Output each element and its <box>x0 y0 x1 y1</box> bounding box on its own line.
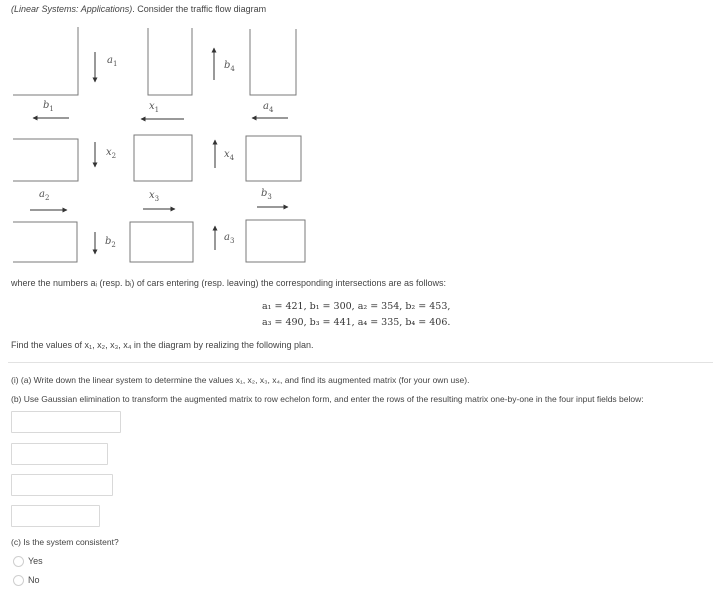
option-yes-label[interactable]: Yes <box>28 556 43 566</box>
label-x1: $x_1$ <box>149 101 160 114</box>
row-input-4[interactable] <box>11 505 100 527</box>
block-bottom-left <box>13 222 77 262</box>
block-middle-left <box>13 139 78 181</box>
radio-no[interactable] <box>13 575 24 586</box>
equation-line-2: a₃ = 490, b₃ = 441, a₄ = 335, b₄ = 406. <box>262 317 451 328</box>
block-top-right <box>250 29 296 95</box>
block-top-middle <box>148 28 192 95</box>
block-middle-right <box>246 136 301 181</box>
find-text: Find the values of x₁, x₂, x₃, x₄ in the diagram by realizing the following plan. <box>11 340 314 350</box>
radio-yes[interactable] <box>13 556 24 567</box>
label-x2: $x_2$ <box>106 147 117 160</box>
block-top-left <box>13 27 78 95</box>
problem-topic: (Linear Systems: Applications) <box>11 4 133 14</box>
where-text: where the numbers aᵢ (resp. bᵢ) of cars entering (resp. leaving) the corresponding intersections are as follows: <box>11 278 447 288</box>
problem-intro-text: . Consider the traffic flow diagram <box>132 4 267 14</box>
block-bottom-center <box>130 222 193 262</box>
label-x3: $x_3$ <box>149 190 160 203</box>
label-b1: $b_1$ <box>43 100 54 113</box>
question-a: (i) (a) Write down the linear system to determine the values x₁, x₂, x₃, x₄, and find its augmented matrix (for your own use). <box>11 375 470 385</box>
label-a2: $a_2$ <box>39 189 50 202</box>
equation-line-1: a₁ = 421, b₁ = 300, a₂ = 354, b₂ = 453, <box>262 301 451 312</box>
label-x4: $x_4$ <box>224 149 235 162</box>
label-a3: $a_3$ <box>224 232 235 245</box>
label-b2: $b_2$ <box>105 236 116 249</box>
option-no-label[interactable]: No <box>28 575 40 585</box>
row-input-3[interactable] <box>11 474 113 496</box>
block-bottom-right <box>246 220 305 262</box>
label-b4: $b_4$ <box>224 60 235 73</box>
section-divider <box>8 362 713 363</box>
label-a1: $a_1$ <box>107 55 118 68</box>
row-input-2[interactable] <box>11 443 108 465</box>
label-b3: $b_3$ <box>261 188 272 201</box>
row-input-1[interactable] <box>11 411 121 433</box>
question-c: (c) Is the system consistent? <box>11 537 119 547</box>
question-b: (b) Use Gaussian elimination to transform the augmented matrix to row echelon form, and enter the rows of the resulting matrix one-by-one in the four input fields below: <box>11 394 644 404</box>
block-middle-center <box>134 135 192 181</box>
label-a4: $a_4$ <box>263 101 274 114</box>
